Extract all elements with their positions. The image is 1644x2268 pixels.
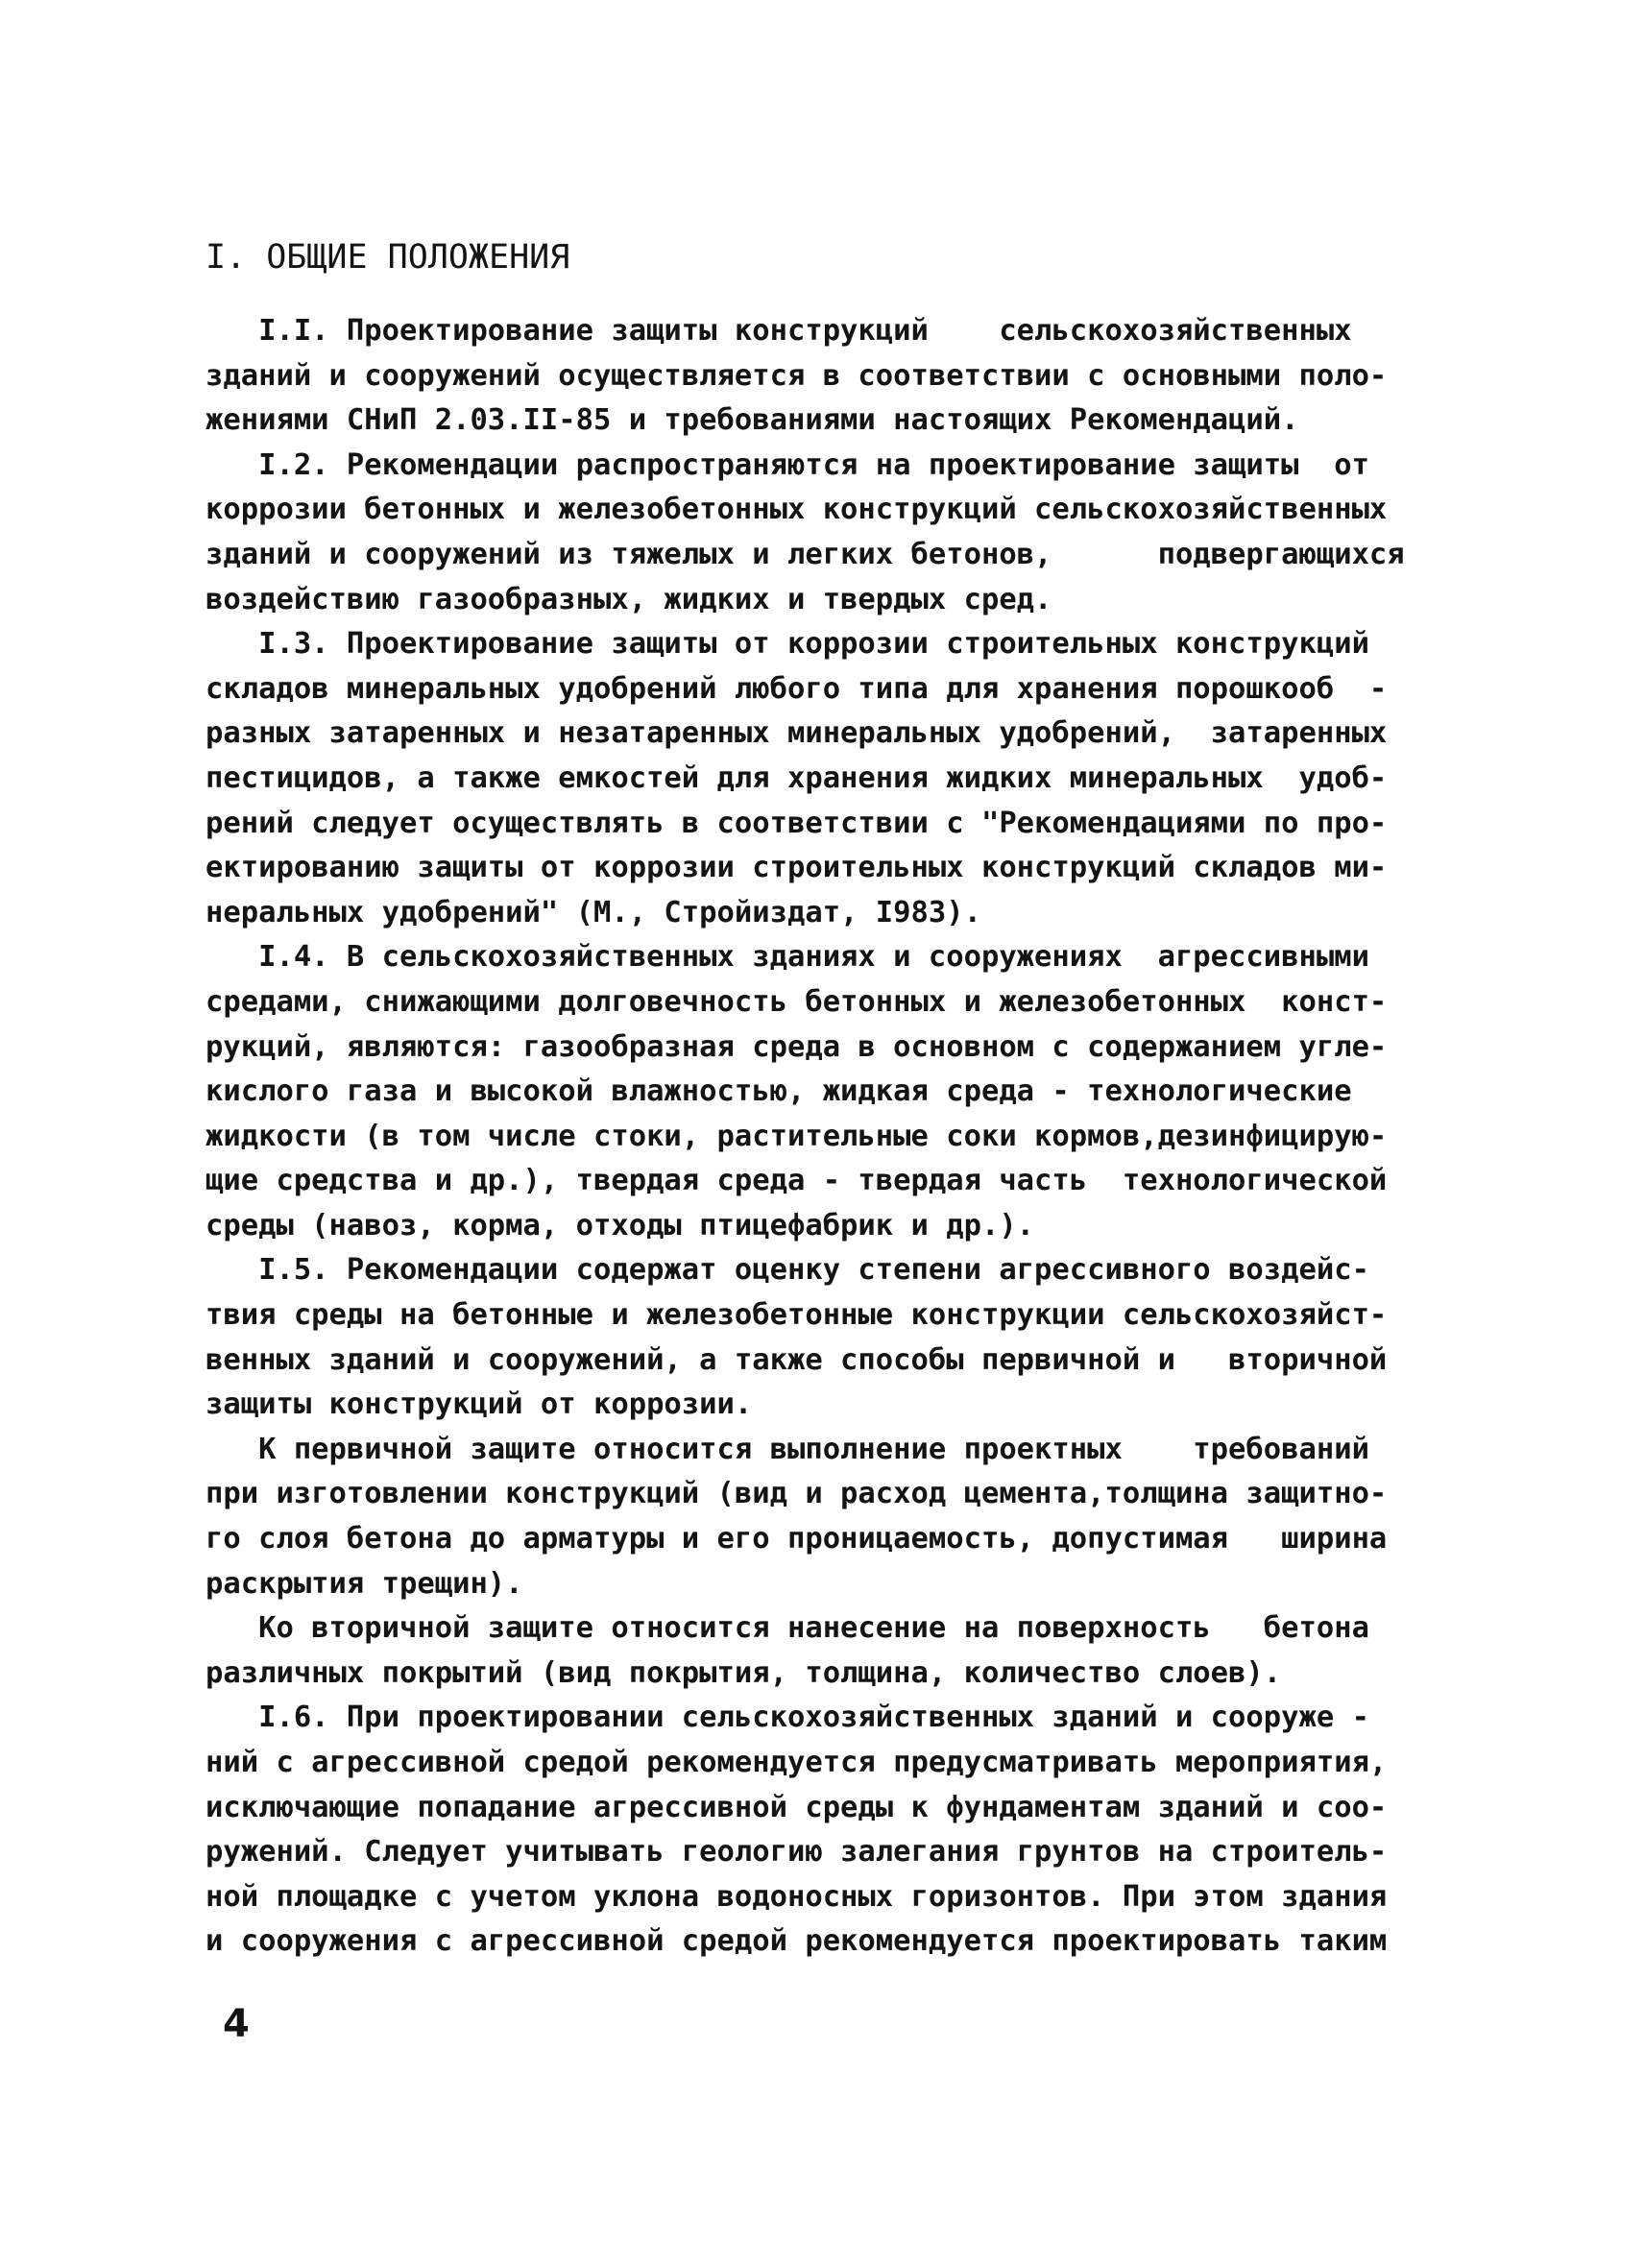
text-line: I.2. Рекомендации распространяются на проектирование защиты от [206,447,1369,482]
text-line: ний с агрессивной средой рекомендуется предусматривать мероприятия, [206,1746,1388,1779]
text-line: и сооружения с агрессивной средой рекомендуется проектировать таким [206,1924,1388,1959]
text-line: рукций, являются: газообразная среда в основном с содержанием угле- [206,1029,1388,1064]
text-line: складов минеральных удобрений любого типа для хранения порошкооб - [206,671,1388,706]
text-line: щие средства и др.), твердая среда - твердая часть технологической [206,1164,1388,1198]
text-line: коррозии бетонных и железобетонных конструкций сельскохозяйственных [206,493,1388,527]
text-line: неральных удобрений" (М., Стройиздат, I983). [206,895,981,929]
text-line: различных покрытий (вид покрытия, толщина, количество слоев). [206,1655,1282,1690]
page-number: 4 [223,2002,250,2046]
text-line: разных затаренных и незатаренных минеральных удобрений, затаренных [206,716,1388,751]
body-text [206,309,1454,1965]
text-line: го слоя бетона до арматуры и его проницаемость, допустимая ширина [206,1522,1388,1556]
text-line: ной площадке с учетом уклона водоносных горизонтов. При этом здания [206,1879,1388,1914]
text-line: венных зданий и сооружений, а также способы первичной и вторичной [206,1342,1388,1377]
text-line: зданий и сооружений осуществляется в соответствии с основными поло- [206,358,1388,393]
text-line: ектированию защиты от коррозии строительных конструкций складов ми- [206,851,1388,885]
text-line: воздействию газообразных, жидких и твердых сред. [206,582,1052,616]
text-line: средами, снижающими долговечность бетонных и железобетонных конст- [206,984,1388,1019]
text-line: твия среды на бетонные и железобетонные конструкции сельскохозяйст- [206,1298,1388,1333]
text-line: Ко вторичной защите относится нанесение на поверхность бетона [206,1611,1369,1646]
text-line: среды (навоз, корма, отходы птицефабрик и др.). [206,1208,1035,1243]
text-line: I.6. При проектировании сельскохозяйственных зданий и сооруже - [206,1701,1369,1735]
text-line: кислого газа и высокой влажностью, жидкая среда - технологические [206,1074,1352,1109]
text-line: I.3. Проектирование защиты от коррозии строительных конструкций [206,627,1369,662]
text-line: жениями СНиП 2.03.II-85 и требованиями настоящих Рекомендаций. [206,403,1299,438]
text-line: защиты конструкций от коррозии. [206,1387,753,1422]
text-line: зданий и сооружений из тяжелых и легких бетонов, подвергающихся [206,537,1405,571]
text-line: жидкости (в том числе стоки, растительные соки кормов,дезинфицирую- [206,1119,1388,1153]
text-line: раскрытия трещин). [206,1566,523,1601]
text-line: I.5. Рекомендации содержат оценку степени агрессивного воздейс- [206,1253,1369,1288]
text-line: I.I. Проектирование защиты конструкций сельскохозяйственных [206,314,1352,348]
text-line: исключающие попадание агрессивной среды к фундаментам зданий и соо- [206,1790,1388,1824]
text-line: ружений. Следует учитывать геологию залегания грунтов на строитель- [206,1835,1388,1870]
text-line: рений следует осуществлять в соответствии с "Рекомендациями по про- [206,806,1388,840]
text-line: пестицидов, а также емкостей для хранения жидких минеральных удоб- [206,760,1388,795]
text-line: при изготовлении конструкций (вид и расход цемента,толщина защитно- [206,1477,1388,1511]
text-line: К первичной защите относится выполнение проектных требований [206,1432,1369,1466]
text-line: I.4. В сельскохозяйственных зданиях и сооружениях агрессивными [206,940,1369,975]
section-heading: I. ОБЩИЕ ПОЛОЖЕНИЯ [206,238,570,277]
